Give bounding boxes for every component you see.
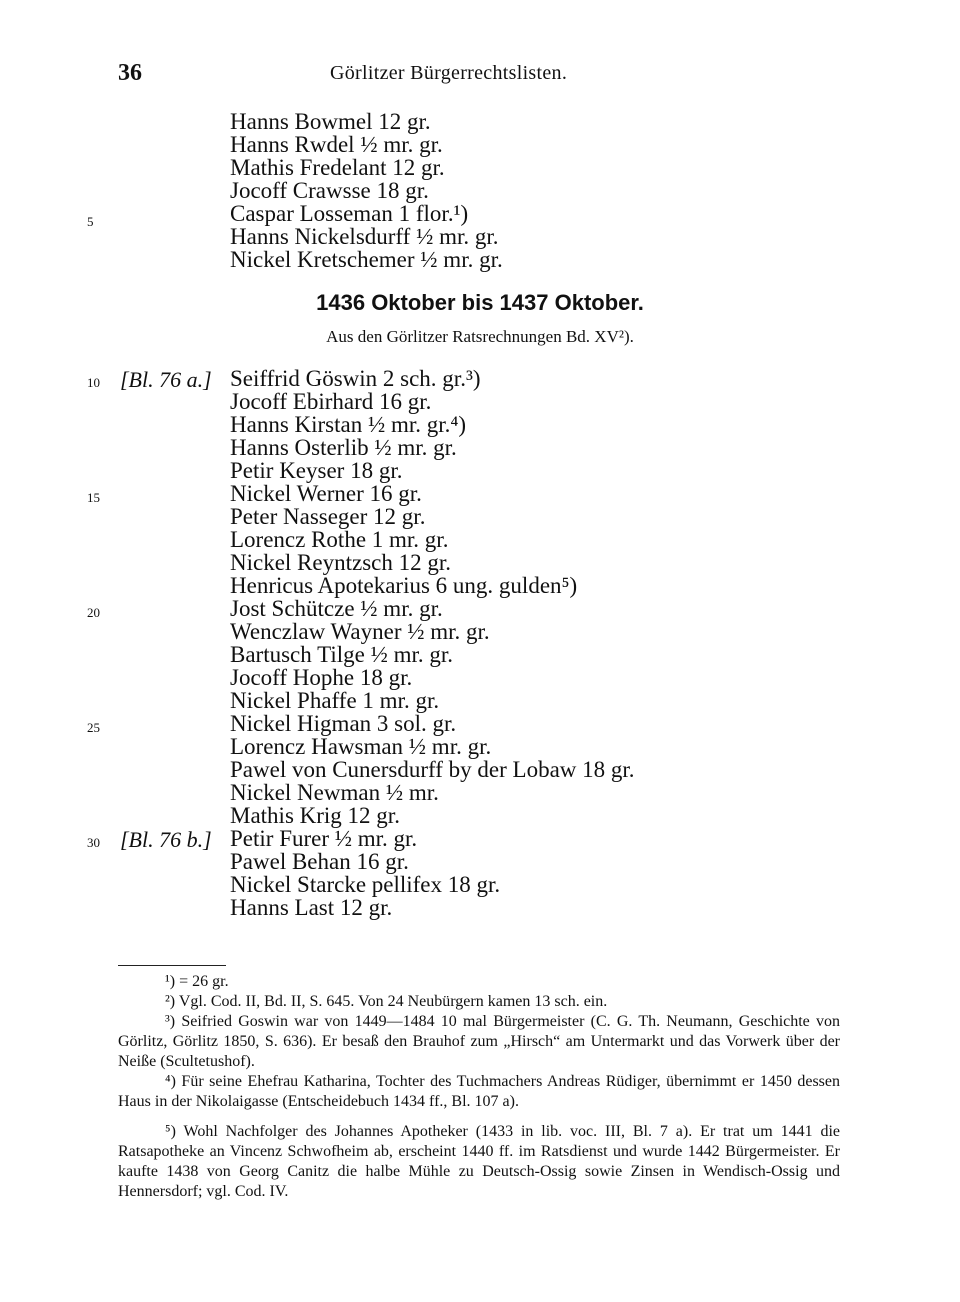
footnote-3: ³) Seifried Goswin war von 1449—1484 10 mal Bürgermeister (C. G. Th. Neumann, Geschichte von Görlitz, Görlitz 1850, S. 636). Er besaß den Brauhof zum „Hirsch“ am Untermarkt und das Vorwerk über der Neiße (Scultetushof). — [118, 1013, 840, 1070]
footnote-4: ⁴) Für seine Ehefrau Katharina, Tochter des Tuchmachers Andreas Rüdiger, übernimmt er 1450 dessen Haus in der Nikolaigasse (Entscheidebuch 1434 ff., Bl. 107 a). — [118, 1073, 840, 1110]
line-number: 20 — [87, 605, 100, 620]
list-entry: Jocoff Crawsse 18 gr. — [230, 178, 429, 203]
list-entry: Hanns Nickelsdurff ½ mr. gr. — [230, 224, 499, 249]
line-number: 5 — [87, 214, 94, 229]
list-entry: Jocoff Ebirhard 16 gr. — [230, 389, 432, 414]
list-entry: Lorencz Hawsman ½ mr. gr. — [230, 734, 492, 759]
list-entry: Seiffrid Göswin 2 sch. gr.³) — [230, 366, 481, 391]
list-entry: Caspar Losseman 1 flor.¹) — [230, 201, 469, 226]
line-number: 30 — [87, 835, 100, 850]
footnote-rule — [118, 965, 226, 966]
list-entry: Nickel Kretschemer ½ mr. gr. — [230, 247, 503, 272]
list-entry: Peter Nasseger 12 gr. — [230, 504, 426, 529]
list-entry: Hanns Bowmel 12 gr. — [230, 109, 431, 134]
list-entry: Mathis Fredelant 12 gr. — [230, 155, 445, 180]
list-entry: Nickel Starcke pellifex 18 gr. — [230, 872, 501, 897]
list-entry: Nickel Werner 16 gr. — [230, 481, 422, 506]
list-entry: Lorencz Rothe 1 mr. gr. — [230, 527, 449, 552]
page-number: 36 — [118, 60, 142, 86]
list-entry: Wenczlaw Wayner ½ mr. gr. — [230, 619, 490, 644]
list-entry: Henricus Apotekarius 6 ung. gulden⁵) — [230, 573, 578, 598]
footnote-2: ²) Vgl. Cod. II, Bd. II, S. 645. Von 24 Neubürgern kamen 13 sch. ein. — [165, 993, 608, 1010]
folio-marker: [Bl. 76 b.] — [120, 827, 212, 852]
list-entry: Hanns Rwdel ½ mr. gr. — [230, 132, 443, 157]
list-entry: Nickel Higman 3 sol. gr. — [230, 711, 457, 736]
folio-marker: [Bl. 76 a.] — [120, 367, 212, 392]
list-entry: Petir Furer ½ mr. gr. — [230, 826, 418, 851]
running-title: Görlitzer Bürgerrechtslisten. — [330, 62, 568, 84]
list-entry: Nickel Newman ½ mr. — [230, 780, 439, 805]
list-entry: Hanns Last 12 gr. — [230, 895, 393, 920]
list-entry: Jost Schütcze ½ mr. gr. — [230, 596, 443, 621]
list-entry: Nickel Phaffe 1 mr. gr. — [230, 688, 440, 713]
section-subheading: Aus den Görlitzer Ratsrechnungen Bd. XV²). — [326, 327, 634, 346]
list-entry: Hanns Kirstan ½ mr. gr.⁴) — [230, 412, 467, 437]
list-entry: Hanns Osterlib ½ mr. gr. — [230, 435, 457, 460]
list-entry: Pawel Behan 16 gr. — [230, 849, 409, 874]
list-entry: Pawel von Cunersdurff by der Lobaw 18 gr. — [230, 757, 635, 782]
line-number: 15 — [87, 490, 100, 505]
footnote-5: ⁵) Wohl Nachfolger des Johannes Apotheker (1433 in lib. voc. III, Bl. 7 a). Er trat um 1441 die Ratsapotheke an Vincenz Schwofheim ab, erscheint 1440 ff. im Ratsdienst und wurde 1442 Bürgermeister. Er kaufte 1438 von Georg Canitz die halbe Mühle zu Deutsch-Ossig sowie Zinsen in Wendisch-Ossig und Hennersdorf; vgl. Cod. IV. — [118, 1123, 840, 1200]
section-heading: 1436 Oktober bis 1437 Oktober. — [316, 290, 644, 315]
list-entry: Petir Keyser 18 gr. — [230, 458, 403, 483]
list-entry: Nickel Reyntzsch 12 gr. — [230, 550, 452, 575]
line-number: 25 — [87, 720, 100, 735]
list-entry: Jocoff Hophe 18 gr. — [230, 665, 413, 690]
list-entry: Mathis Krig 12 gr. — [230, 803, 400, 828]
list-entry: Bartusch Tilge ½ mr. gr. — [230, 642, 453, 667]
footnote-1: ¹) = 26 gr. — [165, 973, 229, 990]
line-number: 10 — [87, 375, 100, 390]
